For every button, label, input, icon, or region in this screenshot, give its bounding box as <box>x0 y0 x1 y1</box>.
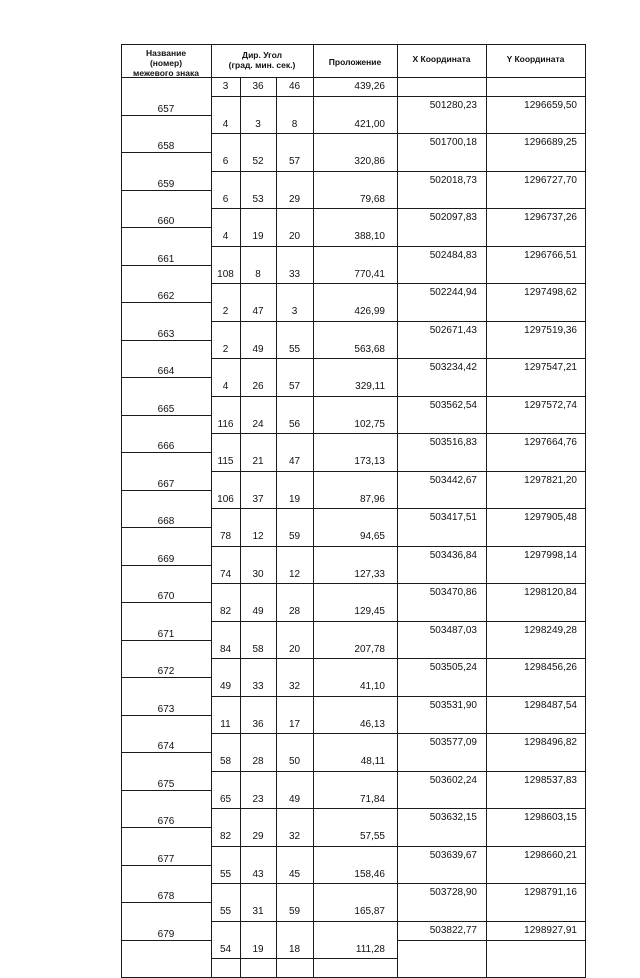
angle-seconds: 18 <box>288 943 301 955</box>
point-name: 676 <box>157 816 175 828</box>
header-name-cell: межевого знака <box>133 68 199 78</box>
angle-minutes: 43 <box>252 868 264 880</box>
coord-row-rule <box>397 171 585 172</box>
y-coordinate: 1298603,15 <box>524 812 577 824</box>
angle-degrees: 78 <box>219 531 232 542</box>
segment-row-rule <box>211 958 397 959</box>
angle-degrees: 82 <box>219 606 232 617</box>
point-name: 675 <box>157 778 175 790</box>
segment-row-rule <box>211 696 397 697</box>
coord-row-rule <box>397 658 585 659</box>
x-coordinate: 503516,83 <box>429 437 477 449</box>
segment-row-rule <box>211 321 397 322</box>
coord-row-rule <box>397 883 585 884</box>
y-coordinate: 1297519,36 <box>524 324 577 336</box>
angle-degrees: 2 <box>222 306 229 317</box>
angle-degrees: 2 <box>222 343 229 355</box>
angle-seconds: 32 <box>288 831 301 842</box>
coord-row-rule <box>397 921 585 922</box>
angle-minutes: 23 <box>252 793 264 805</box>
segment-length: 439,26 <box>354 81 385 92</box>
coord-row-rule <box>397 808 585 809</box>
x-coordinate: 502018,73 <box>429 174 477 186</box>
coord-row-rule <box>397 396 585 397</box>
angle-degrees: 55 <box>219 906 232 917</box>
angle-degrees: 3 <box>222 81 229 92</box>
segment-length: 41,10 <box>359 681 385 692</box>
segment-length: 129,45 <box>354 606 385 617</box>
segment-row-rule <box>211 208 397 209</box>
angle-degrees: 6 <box>222 156 229 167</box>
segment-row-rule <box>211 733 397 734</box>
angle-seconds: 32 <box>288 681 301 692</box>
point-name: 674 <box>157 741 175 753</box>
segment-row-rule <box>211 358 397 359</box>
table-border-top <box>121 44 585 45</box>
y-coordinate: 1296727,70 <box>524 174 577 186</box>
point-name: 677 <box>157 853 175 865</box>
angle-degrees: 55 <box>219 868 232 880</box>
segment-length: 87,96 <box>359 493 385 505</box>
segment-row-rule <box>211 921 397 922</box>
x-coordinate: 502484,83 <box>429 249 477 261</box>
segment-row-rule <box>211 771 397 772</box>
point-name: 672 <box>157 666 175 678</box>
point-name: 663 <box>157 328 175 340</box>
angle-seconds: 55 <box>288 343 301 355</box>
x-coordinate: 502097,83 <box>429 212 477 224</box>
angle-degrees: 4 <box>222 118 229 130</box>
coord-row-rule <box>397 940 585 941</box>
angle-degrees: 4 <box>222 381 229 392</box>
angle-degrees: 49 <box>219 681 232 692</box>
angle-seconds: 46 <box>288 81 301 92</box>
x-coordinate: 501700,18 <box>429 137 477 149</box>
segment-length: 329,11 <box>355 381 385 392</box>
segment-length: 158,46 <box>354 868 385 880</box>
point-name: 668 <box>157 516 175 528</box>
angle-minutes: 21 <box>252 456 264 467</box>
point-name: 671 <box>157 628 175 640</box>
angle-seconds: 8 <box>291 118 298 130</box>
coord-row-rule <box>397 471 585 472</box>
x-coordinate: 503602,24 <box>429 774 477 786</box>
y-coordinate: 1298927,91 <box>524 924 577 936</box>
point-name: 679 <box>157 928 175 940</box>
angle-seconds: 19 <box>288 493 301 505</box>
coord-row-rule <box>397 321 585 322</box>
x-coordinate: 501280,23 <box>429 99 477 111</box>
angle-seconds: 49 <box>288 793 301 805</box>
y-coordinate: 1297498,62 <box>524 287 577 299</box>
segment-row-rule <box>211 171 397 172</box>
segment-row-rule <box>211 846 397 847</box>
angle-degrees: 108 <box>217 268 234 280</box>
segment-row-rule <box>211 883 397 884</box>
angle-minutes: 19 <box>252 943 264 955</box>
angle-degrees: 115 <box>217 456 234 467</box>
segment-length: 207,78 <box>354 643 385 655</box>
coord-row-rule <box>397 133 585 134</box>
point-name: 661 <box>157 253 175 265</box>
angle-minutes: 31 <box>252 906 264 917</box>
segment-length: 79,68 <box>359 193 385 205</box>
x-coordinate: 503531,90 <box>429 699 477 711</box>
y-coordinate: 1298456,26 <box>524 662 577 674</box>
y-coordinate: 1298537,83 <box>524 774 577 786</box>
y-coordinate: 1298496,82 <box>524 737 577 749</box>
y-coordinate: 1298120,84 <box>524 587 577 599</box>
x-coordinate: 503505,24 <box>429 662 477 674</box>
segment-row-rule <box>211 508 397 509</box>
x-coordinate: 503562,54 <box>429 399 477 411</box>
angle-minutes: 37 <box>252 493 264 505</box>
header-x-cell: X Координата <box>412 54 471 64</box>
segment-length: 111,28 <box>355 943 385 955</box>
angle-minutes: 12 <box>252 531 264 542</box>
point-name: 659 <box>157 178 175 190</box>
y-coordinate: 1297998,14 <box>524 549 577 561</box>
point-name: 678 <box>157 891 175 903</box>
point-name: 666 <box>157 441 175 453</box>
segment-row-rule <box>211 246 397 247</box>
segment-length: 421,00 <box>354 118 385 130</box>
angle-seconds: 45 <box>288 868 301 880</box>
segment-length: 48,11 <box>360 756 385 767</box>
coord-row-rule <box>397 733 585 734</box>
x-coordinate: 502244,94 <box>429 287 477 299</box>
angle-minutes: 19 <box>252 231 264 242</box>
angle-minutes: 49 <box>252 606 264 617</box>
segment-row-rule <box>211 283 397 284</box>
y-coordinate: 1296689,25 <box>524 137 577 149</box>
angle-degrees: 6 <box>222 193 229 205</box>
segment-row-rule <box>211 471 397 472</box>
coord-row-rule <box>397 621 585 622</box>
header-angle-cell: (град. мин. сек.) <box>228 60 296 70</box>
angle-degrees: 4 <box>222 231 229 242</box>
coord-row-rule <box>397 508 585 509</box>
header-length-cell: Проложение <box>328 57 382 67</box>
header-name-cell: Название <box>145 48 187 58</box>
y-coordinate: 1297664,76 <box>524 437 577 449</box>
segment-length: 563,68 <box>354 343 385 355</box>
x-coordinate: 503442,67 <box>429 474 477 486</box>
point-name: 667 <box>157 478 175 490</box>
angle-minutes: 29 <box>252 831 264 842</box>
angle-seconds: 57 <box>288 381 301 392</box>
segment-row-rule <box>211 808 397 809</box>
y-coordinate: 1297821,20 <box>524 474 577 486</box>
x-coordinate: 502671,43 <box>429 324 477 336</box>
segment-row-rule <box>211 583 397 584</box>
y-coordinate: 1298249,28 <box>524 624 577 636</box>
angle-minutes: 36 <box>252 718 264 730</box>
point-name: 660 <box>157 216 175 228</box>
segment-length: 71,84 <box>359 793 385 805</box>
coord-row-rule <box>397 583 585 584</box>
coord-row-rule <box>397 96 585 97</box>
coord-row-rule <box>397 771 585 772</box>
segment-row-rule <box>211 546 397 547</box>
segment-length: 57,55 <box>359 831 385 842</box>
coord-row-rule <box>397 283 585 284</box>
segment-length: 102,75 <box>354 418 385 430</box>
header-y-cell: Y Координата <box>506 54 565 64</box>
angle-degrees: 58 <box>219 756 232 767</box>
angle-minutes: 52 <box>252 156 264 167</box>
y-coordinate: 1298791,16 <box>524 887 577 899</box>
segment-length: 426,99 <box>354 306 385 317</box>
coord-row-rule <box>397 433 585 434</box>
angle-seconds: 3 <box>291 306 298 317</box>
angle-seconds: 50 <box>288 756 301 767</box>
segment-row-rule <box>211 96 397 97</box>
x-coordinate: 503577,09 <box>429 737 477 749</box>
point-name: 658 <box>157 141 175 153</box>
y-coordinate: 1297905,48 <box>524 512 577 524</box>
coord-row-rule <box>397 358 585 359</box>
angle-degrees: 65 <box>219 793 232 805</box>
point-name: 670 <box>157 591 175 603</box>
segment-length: 320,86 <box>354 156 385 167</box>
angle-degrees: 54 <box>219 943 232 955</box>
angle-degrees: 11 <box>220 718 231 730</box>
y-coordinate: 1297547,21 <box>524 362 577 374</box>
angle-degrees: 106 <box>217 493 234 505</box>
x-coordinate: 503639,67 <box>429 849 477 861</box>
angle-seconds: 20 <box>288 231 301 242</box>
segment-length: 173,13 <box>354 456 385 467</box>
angle-minutes: 36 <box>252 81 264 92</box>
x-coordinate: 503436,84 <box>429 549 477 561</box>
header-name-cell: (номер) <box>149 58 183 68</box>
point-name: 669 <box>157 553 175 565</box>
segment-row-rule <box>211 133 397 134</box>
coord-row-rule <box>397 846 585 847</box>
angle-minutes: 33 <box>252 681 264 692</box>
angle-seconds: 29 <box>288 193 301 205</box>
coord-row-rule <box>397 246 585 247</box>
x-coordinate: 503234,42 <box>429 362 477 374</box>
angle-degrees: 74 <box>219 568 232 580</box>
point-name: 673 <box>157 703 175 715</box>
coord-row-rule <box>397 696 585 697</box>
segment-row-rule <box>211 658 397 659</box>
x-coordinate: 503487,03 <box>429 624 477 636</box>
angle-seconds: 28 <box>288 606 301 617</box>
point-name: 662 <box>157 291 175 303</box>
angle-degrees: 82 <box>219 831 232 842</box>
angle-minutes: 30 <box>252 568 264 580</box>
angle-seconds: 20 <box>288 643 301 655</box>
x-coordinate: 503417,51 <box>429 512 477 524</box>
y-coordinate: 1297572,74 <box>524 399 577 411</box>
angle-degrees: 116 <box>217 418 234 430</box>
angle-seconds: 33 <box>288 268 301 280</box>
angle-minutes: 53 <box>252 193 264 205</box>
table-border-right <box>585 44 586 978</box>
angle-seconds: 12 <box>288 568 301 580</box>
angle-seconds: 57 <box>288 156 301 167</box>
segment-row-rule <box>211 396 397 397</box>
angle-seconds: 56 <box>288 418 301 430</box>
angle-minutes: 8 <box>255 268 261 280</box>
x-coordinate: 503822,77 <box>429 924 477 936</box>
header-angle-cell: Дир. Угол <box>242 50 282 60</box>
angle-seconds: 59 <box>288 531 301 542</box>
angle-minutes: 47 <box>252 306 264 317</box>
y-coordinate: 1298660,21 <box>524 849 577 861</box>
point-name: 665 <box>157 403 175 415</box>
segment-length: 388,10 <box>354 231 385 242</box>
angle-minutes: 26 <box>252 381 264 392</box>
segment-length: 770,41 <box>354 268 385 280</box>
segment-row-rule <box>211 621 397 622</box>
angle-degrees: 84 <box>219 643 232 655</box>
angle-seconds: 59 <box>288 906 301 917</box>
angle-minutes: 3 <box>255 118 261 130</box>
y-coordinate: 1298487,54 <box>524 699 577 711</box>
point-name: 664 <box>157 366 175 378</box>
segment-length: 165,87 <box>354 906 385 917</box>
segment-row-rule <box>211 433 397 434</box>
y-coordinate: 1296737,26 <box>524 212 577 224</box>
segment-length: 94,65 <box>359 531 385 542</box>
y-coordinate: 1296766,51 <box>524 249 577 261</box>
angle-seconds: 17 <box>288 718 301 730</box>
x-coordinate: 503728,90 <box>429 887 477 899</box>
point-name: 657 <box>157 103 175 115</box>
y-coordinate: 1296659,50 <box>524 99 577 111</box>
segment-length: 46,13 <box>359 718 385 730</box>
x-coordinate: 503632,15 <box>429 812 477 824</box>
coord-row-rule <box>397 546 585 547</box>
angle-minutes: 58 <box>252 643 264 655</box>
angle-minutes: 49 <box>252 343 264 355</box>
coord-row-rule <box>397 208 585 209</box>
angle-minutes: 24 <box>252 418 264 430</box>
segment-length: 127,33 <box>354 568 385 580</box>
x-coordinate: 503470,86 <box>429 587 477 599</box>
angle-seconds: 47 <box>288 456 301 467</box>
angle-minutes: 28 <box>252 756 264 767</box>
